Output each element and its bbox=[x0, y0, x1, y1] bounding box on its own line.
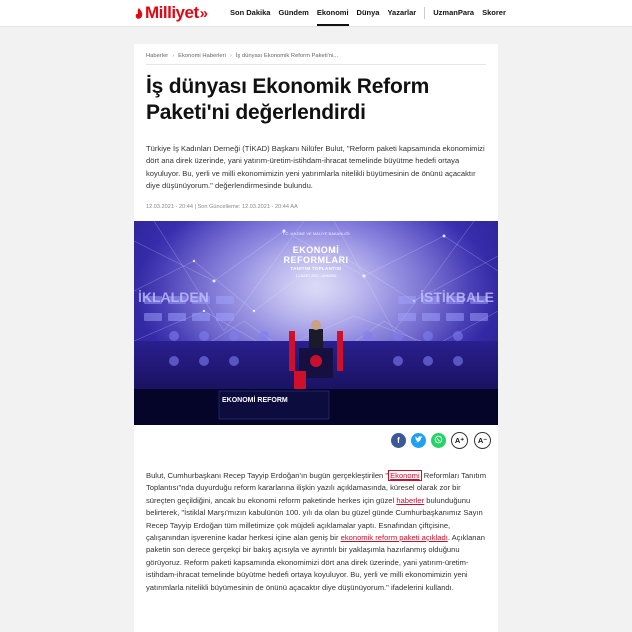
twitter-icon bbox=[415, 436, 423, 445]
hero-podium-text: EKONOMİ REFORM bbox=[222, 397, 288, 404]
milliyet-logo[interactable] bbox=[135, 2, 204, 24]
nav-uzmanpara[interactable]: UzmanPara bbox=[433, 8, 475, 17]
top-navigation-bar bbox=[0, 0, 632, 27]
logo-chevrons: » bbox=[199, 4, 204, 22]
hero-side-right: İSTİKBALE bbox=[420, 289, 494, 305]
main-nav bbox=[230, 0, 514, 26]
breadcrumb-ekonomi-haberleri[interactable]: Ekonomi Haberleri bbox=[178, 53, 226, 59]
share-bar bbox=[391, 432, 497, 449]
body-text: Reformları Tanıtım Toplantısı"nda duyurduğu reform kararlarına ilişkin yazılı açıklamasında, küresel olarak zor bir süreçten geçildiğini, ancak bu ekonomi reform paketinde herkes için güzel bbox=[146, 471, 487, 505]
breadcrumb-haberler[interactable]: Haberler bbox=[146, 53, 169, 59]
flame-icon bbox=[135, 7, 143, 19]
link-ekonomi[interactable]: Ekonomi bbox=[390, 471, 420, 480]
article-source: AA bbox=[290, 204, 298, 210]
article-paragraph bbox=[146, 470, 491, 594]
font-decrease-icon: A⁻ bbox=[477, 436, 488, 445]
whatsapp-icon bbox=[434, 435, 443, 446]
font-size-increase-button[interactable] bbox=[451, 432, 468, 449]
nav-dunya[interactable]: Dünya bbox=[356, 8, 380, 17]
hero-banner-line3: TANITIM TOPLANTISI bbox=[290, 266, 342, 271]
breadcrumb-divider bbox=[146, 64, 486, 65]
twitter-share-button[interactable] bbox=[411, 433, 426, 448]
breadcrumb-current: İş dünyası Ekonomik Reform Paketi'ni... bbox=[235, 53, 339, 59]
logo-wordmark: Milliyet bbox=[145, 3, 199, 22]
article-lead: Türkiye İş Kadınları Derneği (TİKAD) Başkanı Nilüfer Bulut, "Reform paketi kapsamında ekonomimizi dört ana direk üzerinde, yani yatırım-üretim-istihdam-ihracat temelinde büyütme hedefi ortaya koyuluyor. Bu, yerli ve milli ekonomimizin yeni yatırımlarla nitelikli büyümesinin de önünü açacaktır diye düşünüyorum." değerlendirmesinde bulundu. bbox=[146, 144, 485, 190]
link-ekonomik-reform-paketi[interactable]: ekonomik reform paketi açıkladı bbox=[340, 533, 448, 543]
font-increase-icon: A⁺ bbox=[454, 436, 465, 445]
article-title: İş dünyası Ekonomik Reform Paketi'ni değerlendirdi bbox=[146, 75, 430, 124]
link-haberler[interactable]: haberler bbox=[396, 495, 425, 505]
hero-image bbox=[134, 221, 498, 425]
hero-ministry-label: T.C. HAZİNE VE MALİYE BAKANLIĞI bbox=[282, 231, 350, 236]
hero-side-left: İKLALDEN bbox=[138, 289, 209, 305]
breadcrumb-separator: › bbox=[172, 53, 175, 59]
breadcrumb bbox=[146, 53, 338, 59]
nav-yazarlar[interactable]: Yazarlar bbox=[387, 8, 417, 17]
nav-son-dakika[interactable]: Son Dakika bbox=[230, 8, 271, 17]
body-text: . Açıklanan paketin son derece gerçekçi bir bakış açısıyla ve ayrıntılı bir yaklaşımla hazırlanmış olduğunu görüyoruz. Reform paketi kapsamında ekonomimizi dört ana direk üzerinde, yani yatırım-üretim-istihdam-ihracat temelinde büyütme hedefi ortaya koyuluyor. Bu, yerli ve milli ekonomimizin yeni yatırımlarla nitelikli büyümesinin de önünü açacaktır diye düşünüyorum." ifadelerini kullandı. bbox=[146, 533, 485, 592]
nav-gundem[interactable]: Gündem bbox=[278, 8, 309, 17]
nav-divider bbox=[424, 7, 425, 19]
nav-skorer[interactable]: Skorer bbox=[482, 8, 506, 17]
breadcrumb-separator: › bbox=[229, 53, 232, 59]
article-date: 12.03.2021 - 20:44 | Son Güncelleme: 12.03.2021 - 20:44 bbox=[146, 204, 289, 210]
facebook-share-button[interactable] bbox=[391, 433, 406, 448]
whatsapp-share-button[interactable] bbox=[431, 433, 446, 448]
hero-banner-line2: REFORMLARI bbox=[283, 255, 349, 265]
article-meta bbox=[146, 204, 298, 210]
facebook-icon: f bbox=[397, 436, 400, 445]
hero-banner-date: 12 MART 2021 - ANKARA bbox=[295, 274, 337, 278]
body-text: Bulut, Cumhurbaşkanı Recep Tayyip Erdoğan'ın bugün gerçekleştirilen " bbox=[146, 471, 389, 480]
nav-ekonomi[interactable]: Ekonomi bbox=[317, 0, 349, 26]
font-size-decrease-button[interactable] bbox=[474, 432, 491, 449]
article-body bbox=[146, 470, 491, 594]
hero-banner-line1: EKONOMİ bbox=[292, 245, 340, 255]
body-text: bulunduğunu belirterek, "İstiklal Marşı'mızın kabulünün 100. yılı da olan bu güzel günde Cumhurbaşkanımız Sayın Recep Tayyip Erdoğan tüm milletimize çok müjdeli açıklamalar yaptı. Esnafından çiftçisine, çalışanından işverenine kadar herkesi içine alan geniş bir bbox=[146, 495, 483, 543]
